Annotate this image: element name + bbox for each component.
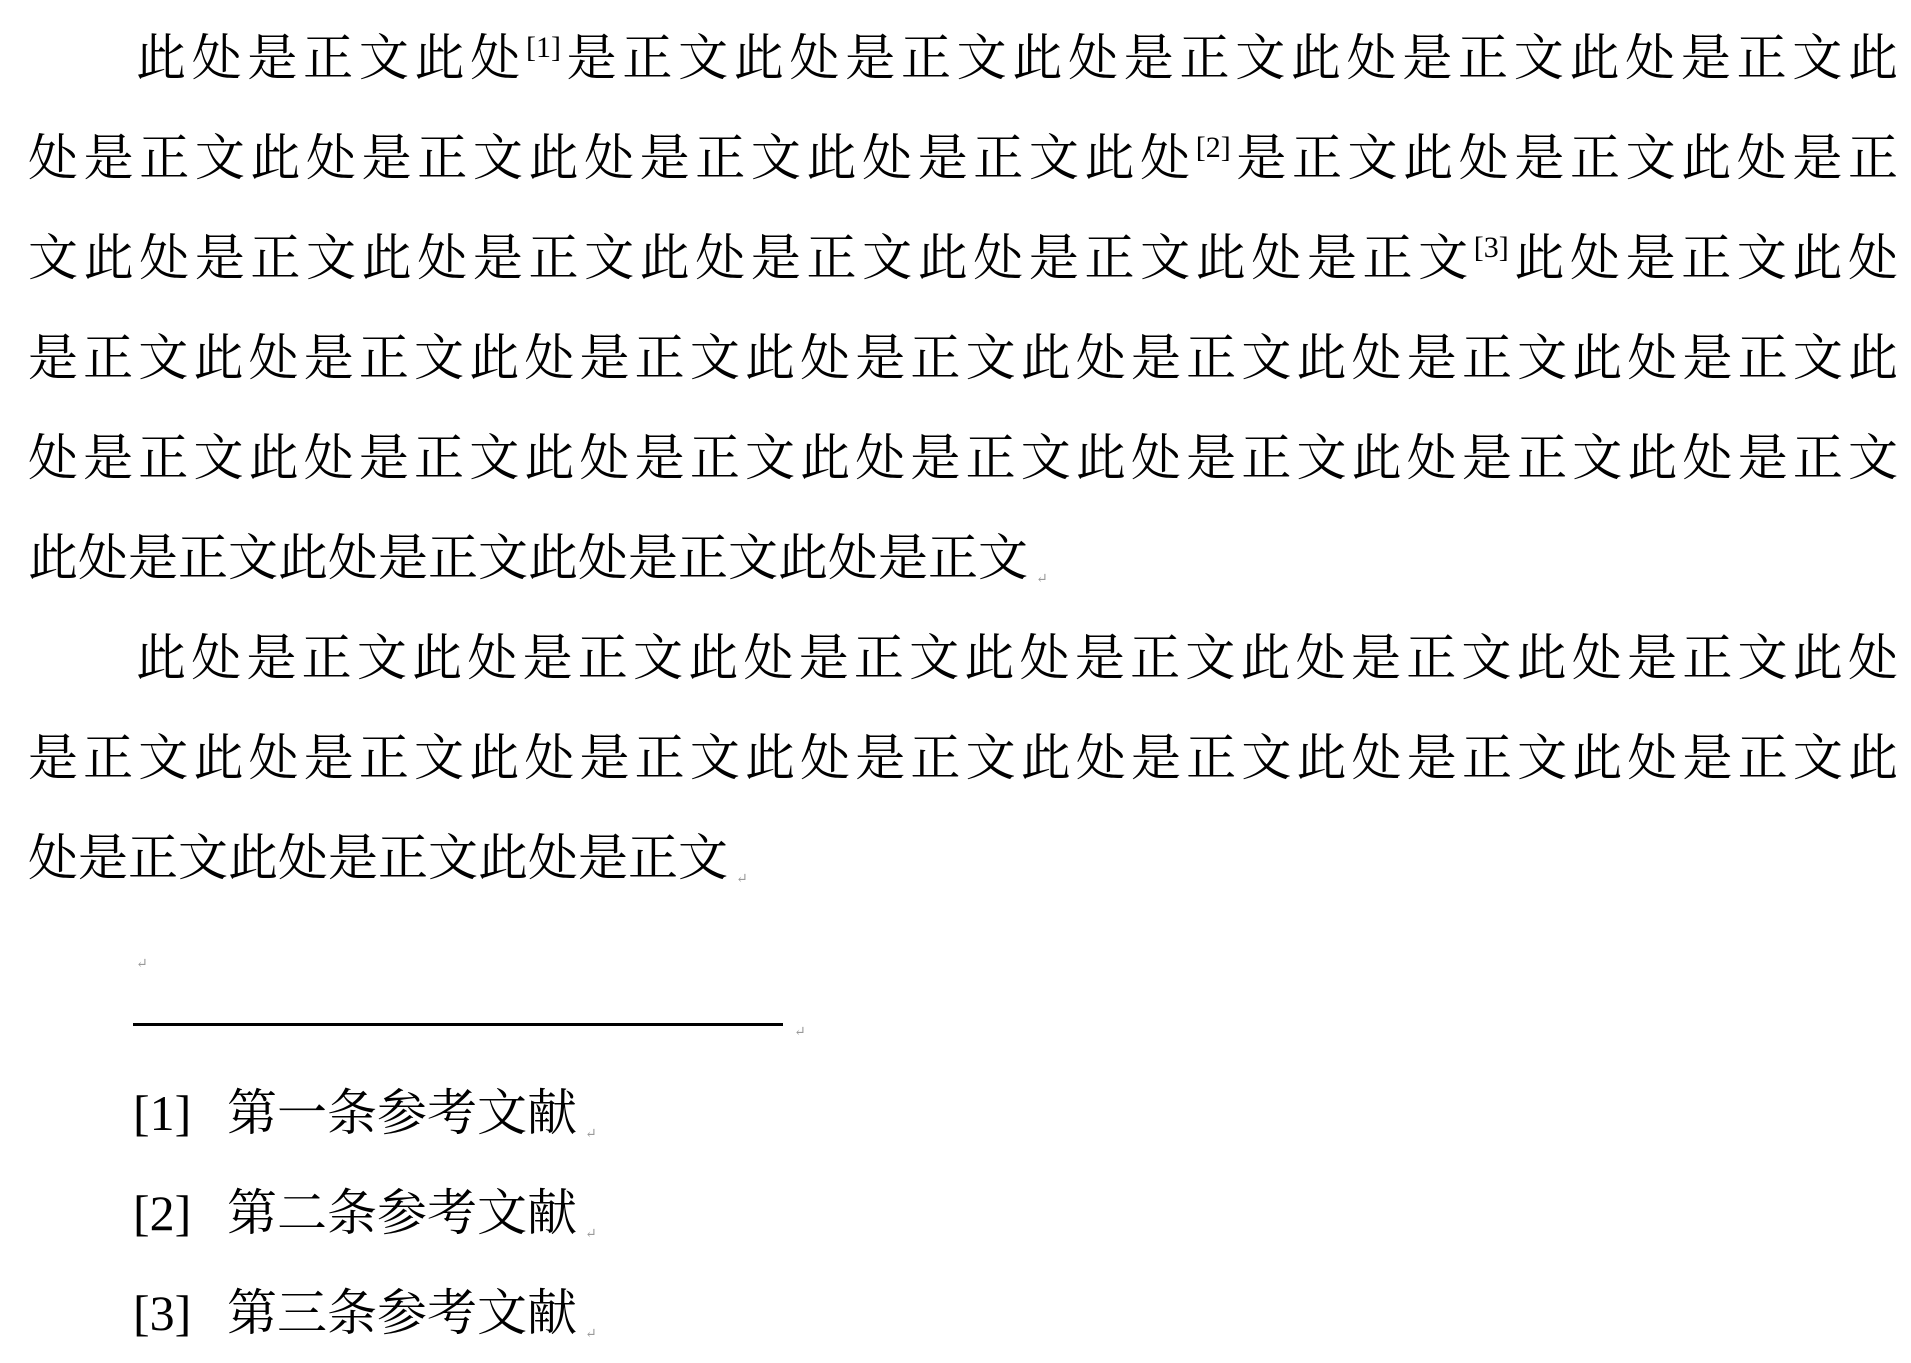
footnote-item	[133, 1263, 1533, 1363]
body-line	[28, 108, 1898, 208]
body-line	[28, 408, 1898, 508]
paragraph-mark-icon: ↵	[136, 956, 148, 972]
paragraph-mark-icon: ↵	[585, 1326, 597, 1342]
paragraph-mark-icon: ↵	[794, 1024, 806, 1040]
citation-marker[interactable]: [1]	[525, 31, 561, 64]
empty-paragraph	[136, 952, 148, 982]
paragraph-mark-icon: ↵	[585, 1126, 597, 1142]
body-text: 此处是正文此处是正文此处是正文此处是正文	[28, 529, 1028, 587]
paragraph-mark-icon: ↵	[1036, 571, 1048, 587]
body-text: 此处是正文此处是正文此处是正文此处是正文此处是正文此处是正文此处	[136, 629, 1898, 687]
body-line	[28, 808, 1898, 908]
footnote-text: 第二条参考文献	[227, 1184, 577, 1242]
body-line	[136, 608, 1898, 708]
footnote-item	[133, 1163, 1533, 1263]
paragraph-mark-icon: ↵	[736, 871, 748, 887]
footnote-separator	[133, 1023, 783, 1026]
footnote-number[interactable]: [2]	[133, 1185, 192, 1241]
paragraph-mark-icon: ↵	[585, 1226, 597, 1242]
body-text: 是正文此处是正文此处是正文此处是正文此处是正文此	[560, 29, 1898, 87]
body-text: 是正文此处是正文此处是正文此处是正文此处是正文此处是正文此处是正文此	[28, 729, 1898, 787]
body-line	[28, 708, 1898, 808]
body-text: 处是正文此处是正文此处是正文	[28, 829, 728, 887]
body-text: 文此处是正文此处是正文此处是正文此处是正文此处是正文	[28, 229, 1474, 287]
footnote-text: 第一条参考文献	[227, 1084, 577, 1142]
citation-marker[interactable]: [3]	[1473, 231, 1509, 264]
body-line	[28, 508, 1898, 608]
body-line	[28, 208, 1898, 308]
body-text: 此处是正文此处	[136, 29, 526, 87]
body-text: 此处是正文此处	[1508, 229, 1898, 287]
body-text: 是正文此处是正文此处是正	[1230, 129, 1898, 187]
footnote-number[interactable]: [3]	[133, 1285, 192, 1341]
body-text: 是正文此处是正文此处是正文此处是正文此处是正文此处是正文此处是正文此	[28, 329, 1898, 387]
body-text: 处是正文此处是正文此处是正文此处是正文此处是正文此处是正文此处是正文	[28, 429, 1898, 487]
footnote-text: 第三条参考文献	[227, 1284, 577, 1342]
body-line	[136, 8, 1898, 108]
separator-paragraph	[794, 1020, 806, 1039]
footnote-item	[133, 1063, 1533, 1163]
citation-marker[interactable]: [2]	[1195, 131, 1231, 164]
body-line	[28, 308, 1898, 408]
body-text: 处是正文此处是正文此处是正文此处是正文此处	[28, 129, 1196, 187]
footnote-number[interactable]: [1]	[133, 1085, 192, 1141]
